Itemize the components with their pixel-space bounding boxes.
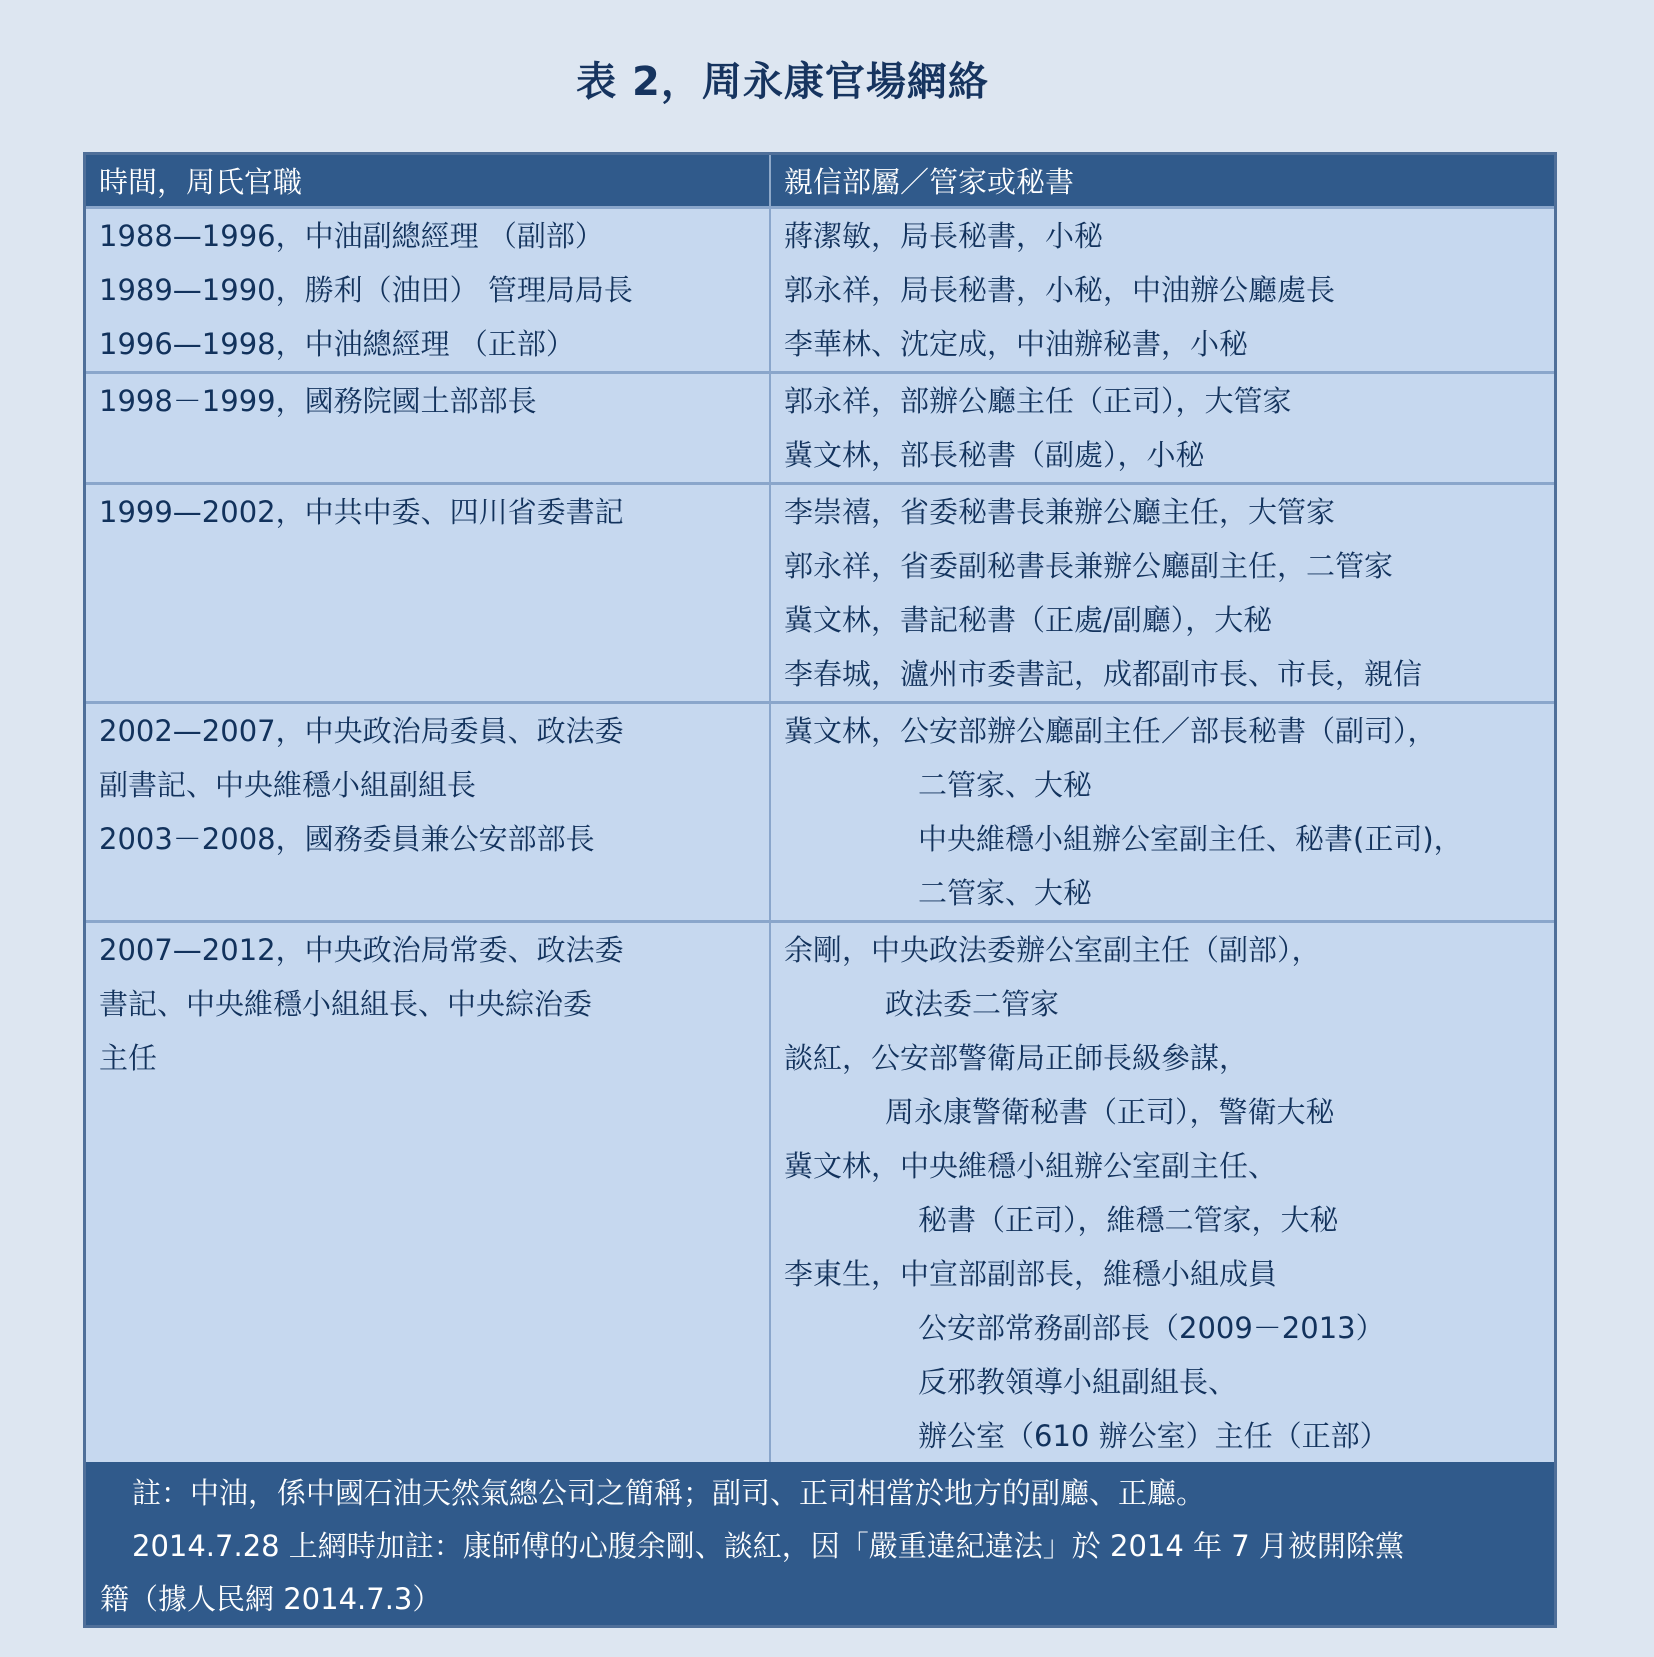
- cell-associates: [770, 373, 1554, 484]
- cell-associates: [770, 703, 1554, 922]
- cell-time-position: [86, 208, 770, 373]
- cell-line: 中央維穩小組辦公室副主任、秘書(正司)，: [918, 822, 1463, 856]
- cell-associates: [770, 484, 1554, 703]
- cell-line: 副書記、中央維穩小組副組長: [99, 768, 477, 802]
- cell-line: 郭永祥，省委副秘書長兼辦公廳副主任，二管家: [784, 549, 1394, 583]
- cell-line: 1989—1990，勝利（油田） 管理局局長: [99, 273, 633, 307]
- cell-line: 余剛，中央政法委辦公室副主任（副部），: [784, 933, 1321, 967]
- note-line: 籍（據人民網 2014.7.3）: [100, 1582, 442, 1616]
- cell-line: 冀文林，部長秘書（副處），小秘: [784, 438, 1205, 472]
- network-table-frame: [83, 152, 1557, 1628]
- table-row: [86, 922, 1554, 1464]
- header-associates: 親信部屬／管家或秘書: [770, 155, 1554, 208]
- table-row: [86, 703, 1554, 922]
- cell-time-position: [86, 484, 770, 703]
- cell-line: 蔣潔敏，局長秘書，小秘: [784, 219, 1104, 253]
- cell-associates: [770, 922, 1554, 1464]
- cell-line: 秘書（正司），維穩二管家，大秘: [918, 1203, 1339, 1237]
- cell-line: 1999—2002，中共中委、四川省委書記: [99, 495, 624, 529]
- note-line: 2014.7.28 上網時加註：康師傅的心腹余剛、談紅，因「嚴重違紀違法」於 2014 年 7 月被開除黨: [132, 1529, 1404, 1563]
- cell-line: 反邪教領導小組副組長、: [918, 1365, 1238, 1399]
- cell-line: 公安部常務副部長（2009－2013）: [918, 1311, 1385, 1345]
- table-body: [86, 208, 1554, 1464]
- cell-line: 李東生，中宣部副部長，維穩小組成員: [784, 1257, 1278, 1291]
- cell-line: 李春城，瀘州市委書記，成都副市長、市長，親信: [784, 657, 1423, 691]
- table-row: [86, 208, 1554, 373]
- cell-time-position: [86, 703, 770, 922]
- cell-line: 2002—2007，中央政治局委員、政法委: [99, 714, 624, 748]
- cell-line: 二管家、大秘: [918, 768, 1093, 802]
- cell-line: 李華林、沈定成，中油辦秘書，小秘: [784, 327, 1249, 361]
- cell-line: 2003－2008，國務委員兼公安部部長: [99, 822, 595, 856]
- cell-line: 主任: [99, 1041, 158, 1075]
- cell-line: 2007—2012，中央政治局常委、政法委: [99, 933, 624, 967]
- cell-line: 二管家、大秘: [918, 876, 1093, 910]
- cell-line: 郭永祥，局長秘書，小秘，中油辦公廳處長: [784, 273, 1336, 307]
- table-note: [86, 1462, 1554, 1625]
- table-row: [86, 373, 1554, 484]
- cell-time-position: [86, 373, 770, 484]
- cell-line: 冀文林，中央維穩小組辦公室副主任、: [784, 1149, 1278, 1183]
- table-row: [86, 484, 1554, 703]
- cell-line: 辦公室（610 辦公室）主任（正部）: [918, 1419, 1389, 1453]
- note-line: 註：中油，係中國石油天然氣總公司之簡稱；副司、正司相當於地方的副廳、正廳。: [132, 1476, 1206, 1510]
- network-table: [86, 155, 1554, 1463]
- cell-line: 1996—1998，中油總經理 （正部）: [99, 327, 575, 361]
- cell-line: 1988—1996，中油副總經理 （副部）: [99, 219, 604, 253]
- cell-line: 冀文林，公安部辦公廳副主任／部長秘書（副司），: [784, 714, 1437, 748]
- cell-line: 周永康警衛秘書（正司），警衛大秘: [885, 1095, 1335, 1129]
- page-title: 表 2，周永康官場網絡: [576, 59, 989, 105]
- table-header-row: [86, 155, 1554, 208]
- cell-line: 1998－1999，國務院國土部部長: [99, 384, 537, 418]
- cell-line: 政法委二管家: [885, 987, 1060, 1021]
- cell-line: 冀文林，書記秘書（正處/副廳），大秘: [784, 603, 1273, 637]
- cell-line: 書記、中央維穩小組組長、中央綜治委: [99, 987, 593, 1021]
- cell-associates: [770, 208, 1554, 373]
- cell-line: 郭永祥，部辦公廳主任（正司），大管家: [784, 384, 1292, 418]
- cell-time-position: [86, 922, 770, 1464]
- cell-line: 李崇禧，省委秘書長兼辦公廳主任，大管家: [784, 495, 1336, 529]
- header-time-position: 時間，周氏官職: [86, 155, 770, 208]
- cell-line: 談紅，公安部警衛局正師長級參謀，: [784, 1041, 1249, 1075]
